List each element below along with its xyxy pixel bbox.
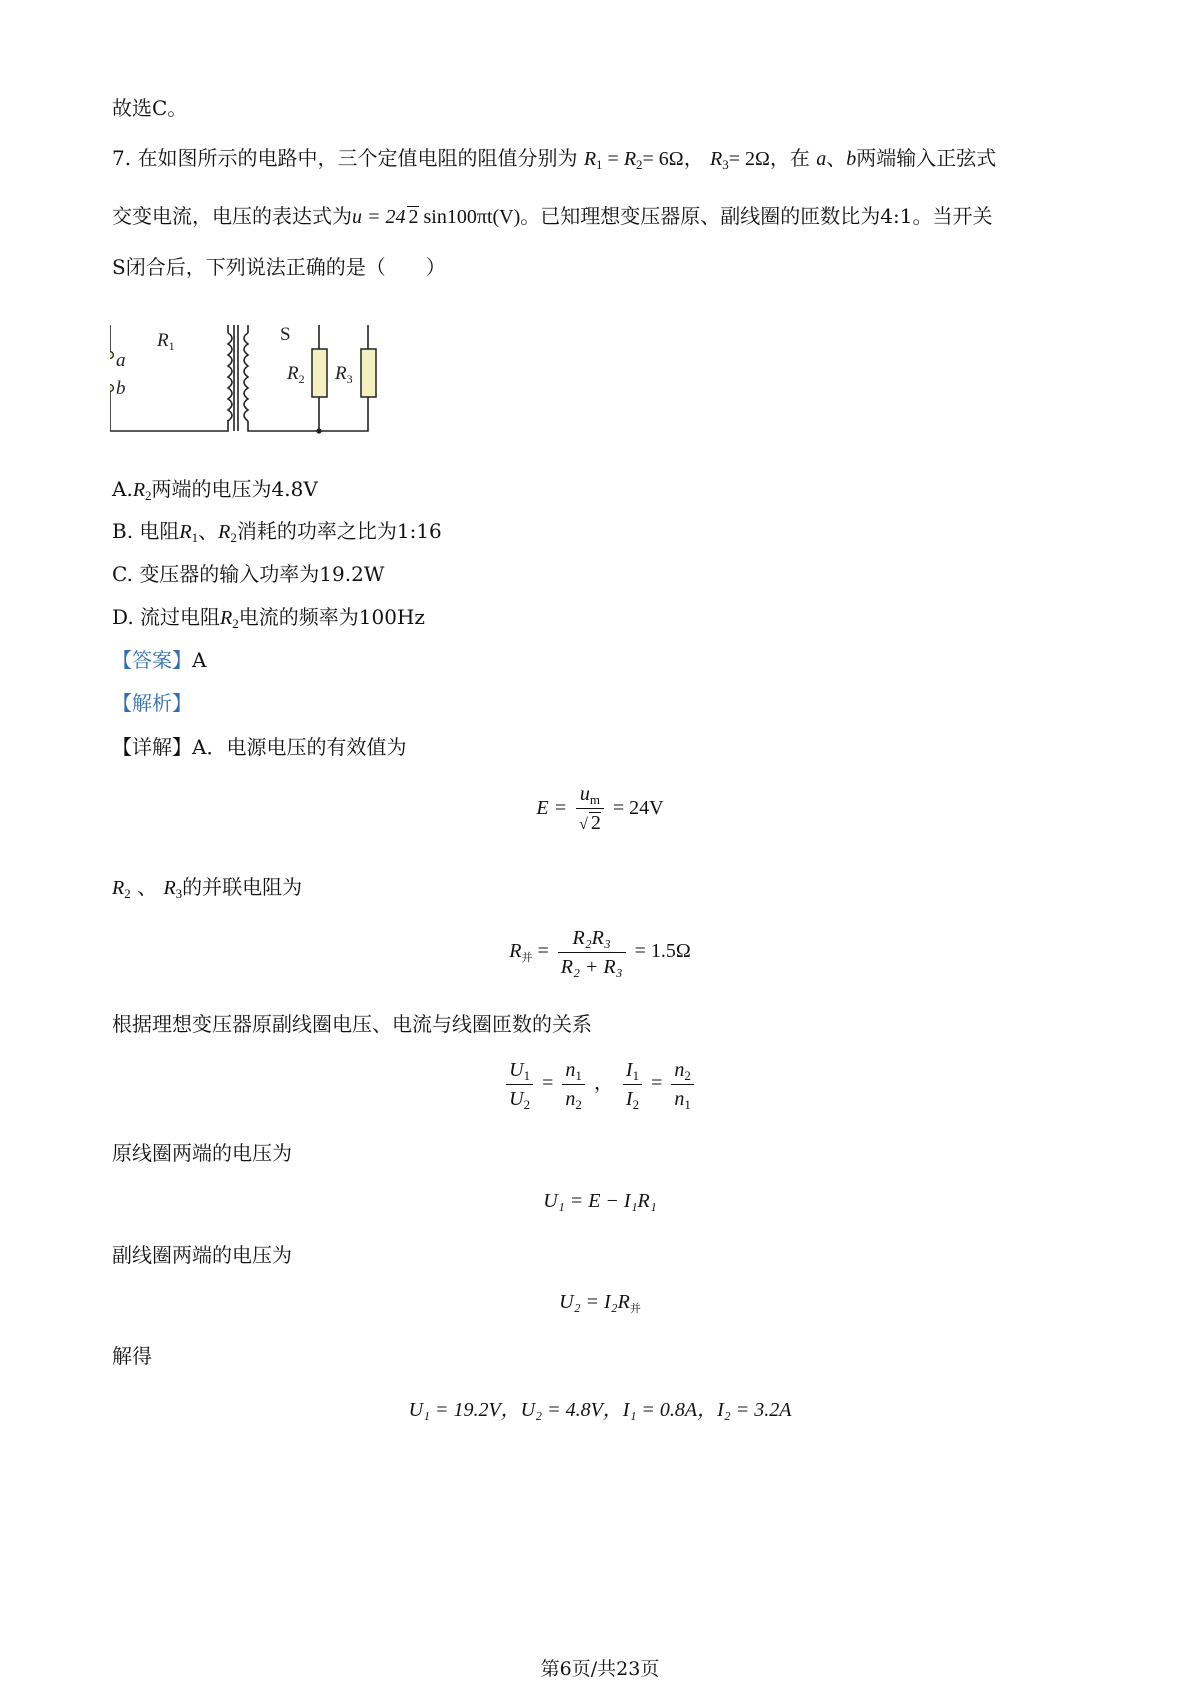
equation-primary-voltage: U₁ = E − I₁R₁ [543, 1190, 657, 1212]
junction-bottom [316, 428, 321, 433]
equation-parallel-resistance: $R_并$ = $\frac{\text{R₂R₃}}{\text{R₂ + R₃}}$ = 1.5Ω [509, 927, 691, 978]
option-c[interactable]: C. 变压器的输入功率为19.2W [112, 562, 385, 586]
primary-coil [228, 333, 232, 421]
secondary-wire-top-right [292, 325, 368, 349]
option-b[interactable]: B. 电阻$R_1$、$R_2$消耗的功率之比为1:16 [112, 519, 442, 545]
parallel-intro: $R_2$ 、 $R_3$的并联电阻为 [112, 875, 303, 901]
equation-results: U₁ = 19.2V，U₂ = 4.8V，I₁ = 0.8A，I₂ = 3.2A [408, 1399, 792, 1421]
r3-label: $R_3$ [335, 363, 353, 386]
switch-label: S [280, 325, 291, 345]
page-footer: 第6页/共23页 [540, 1658, 660, 1680]
secondary-coil [244, 333, 248, 421]
r2-resistor [312, 349, 327, 397]
primary-wire-top-right [182, 325, 228, 333]
solve-intro: 解得 [112, 1344, 152, 1368]
option-d[interactable]: D. 流过电阻$R_2$电流的频率为100Hz [112, 605, 425, 631]
previous-conclusion: 故选C。 [112, 96, 188, 120]
equation-secondary-voltage: $U_2 = I_2R_并$ [559, 1291, 641, 1315]
circuit-diagram [110, 325, 400, 440]
equation-effective-voltage: E = $\frac{u_m}{√ 2}$ = 24V [536, 783, 664, 834]
r2-label: $R_2$ [287, 363, 305, 386]
terminal-a [110, 352, 113, 359]
equation-turns-ratio: $\frac{U_1}{U_2}$ = $\frac{n_1}{n_2}$ ， $\frac{I_1}{I_2}$ = $\frac{n_2}{n_1}$ [0, 1057, 1200, 1112]
question-stem-line1: 7. 在如图所示的电路中，三个定值电阻的阻值分别为 $R_1 = R_2= 6\Omega$， $R_3= 2\Omega$，在 a、b两端输入正弦式 [112, 146, 997, 172]
question-number: 7. [112, 146, 132, 170]
secondary-intro: 副线圈两端的电压为 [112, 1243, 292, 1267]
answer-value: A [192, 648, 207, 672]
secondary-wire-bottom [248, 387, 368, 431]
detail-intro: 【详解】A．电源电压的有效值为 [112, 735, 407, 759]
question-stem-line3: S闭合后，下列说法正确的是（ ） [112, 255, 446, 279]
r3-resistor [361, 349, 376, 397]
option-a[interactable]: $A.R_2$两端的电压为4.8V [112, 477, 318, 503]
terminal-a-label: a [116, 350, 126, 371]
terminal-b [110, 385, 113, 392]
relation-intro: 根据理想变压器原副线圈电压、电流与线圈匝数的关系 [112, 1012, 592, 1036]
analysis-tag: 【解析】 [112, 691, 192, 715]
answer-tag: 【答案】 [112, 648, 192, 672]
primary-wire-top-left [110, 325, 143, 355]
question-stem-line2: 交变电流，电压的表达式为u = 24 2 sin100πt(V)。已知理想变压器原、副线圈的匝数比为4:1。当开关 [112, 204, 993, 228]
primary-intro: 原线圈两端的电压为 [112, 1141, 292, 1165]
r1-label: $R_1$ [157, 330, 175, 353]
answer-line [112, 646, 206, 674]
primary-wire-bottom [110, 388, 228, 431]
secondary-wire-top-left [248, 325, 270, 333]
terminal-b-label: b [116, 378, 126, 399]
